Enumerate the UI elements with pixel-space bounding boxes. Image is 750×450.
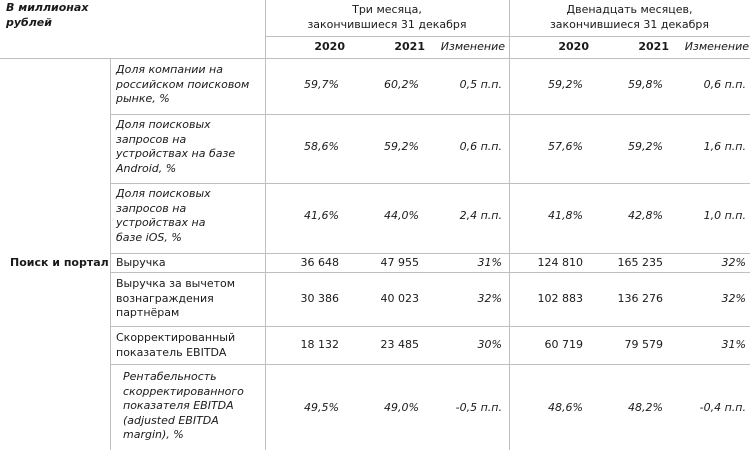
- units-label: В миллионах рублей: [6, 1, 89, 29]
- divider-twelve-months: [509, 0, 510, 450]
- cell-value: 1,6 п.п.: [703, 140, 746, 153]
- cell-value: 0,6 п.п.: [703, 78, 746, 91]
- col-header-change-y: Изменение: [684, 40, 749, 53]
- col-header-change-q: Изменение: [440, 40, 505, 53]
- divider-three-months: [265, 0, 266, 450]
- cell-value: 36 648: [300, 256, 339, 269]
- header-bottom-divider: [0, 58, 750, 59]
- cell-value: 48,6%: [548, 401, 583, 414]
- cell-value: 1,0 п.п.: [703, 209, 746, 222]
- cell-value: 42,8%: [628, 209, 663, 222]
- row-label: Выручка: [116, 256, 166, 269]
- cell-value: 49,5%: [304, 401, 339, 414]
- col-header-2020-q: 2020: [314, 40, 345, 53]
- row-divider: [110, 183, 750, 184]
- row-divider: [110, 114, 750, 115]
- group-twelve-months: Двенадцать месяцев, закончившиеся 31 декабря: [549, 3, 710, 31]
- divider-label-column: [110, 58, 111, 450]
- row-label: Доля поисковых запросов на устройствах на базе Android, %: [116, 118, 236, 175]
- cell-value: 41,8%: [548, 209, 583, 222]
- cell-value: 31%: [477, 256, 502, 269]
- col-header-2021-q: 2021: [394, 40, 425, 53]
- col-header-2021-y: 2021: [638, 40, 669, 53]
- cell-value: 23 485: [380, 338, 419, 351]
- cell-value: 102 883: [537, 292, 583, 305]
- cell-value: 60 719: [544, 338, 583, 351]
- cell-value: 2,4 п.п.: [459, 209, 502, 222]
- cell-value: 30%: [477, 338, 502, 351]
- cell-value: 32%: [721, 292, 746, 305]
- row-divider: [110, 272, 750, 273]
- row-label: Скорректированный показатель EBITDA: [116, 331, 236, 359]
- cell-value: 59,7%: [304, 78, 339, 91]
- cell-value: 60,2%: [384, 78, 419, 91]
- cell-value: 0,5 п.п.: [459, 78, 502, 91]
- cell-value: -0,4 п.п.: [699, 401, 746, 414]
- cell-value: 49,0%: [384, 401, 419, 414]
- cell-value: 59,8%: [628, 78, 663, 91]
- cell-value: 32%: [721, 256, 746, 269]
- cell-value: 40 023: [380, 292, 419, 305]
- cell-value: 59,2%: [548, 78, 583, 91]
- cell-value: 57,6%: [548, 140, 583, 153]
- row-label: Доля компании на российском поисковом рынке, %: [116, 63, 250, 105]
- header-sub-divider: [265, 36, 750, 37]
- cell-value: 136 276: [617, 292, 663, 305]
- cell-value: 32%: [477, 292, 502, 305]
- cell-value: 59,2%: [628, 140, 663, 153]
- segment-label: Поиск и портал: [10, 256, 109, 269]
- cell-value: 48,2%: [628, 401, 663, 414]
- cell-value: 41,6%: [304, 209, 339, 222]
- cell-value: 0,6 п.п.: [459, 140, 502, 153]
- cell-value: 47 955: [380, 256, 419, 269]
- cell-value: 30 386: [300, 292, 339, 305]
- cell-value: 58,6%: [304, 140, 339, 153]
- row-divider: [110, 364, 750, 365]
- cell-value: 79 579: [624, 338, 663, 351]
- row-label: Доля поисковых запросов на устройствах на базе iOS, %: [116, 187, 211, 244]
- cell-value: 44,0%: [384, 209, 419, 222]
- group-three-months: Три месяца, закончившиеся 31 декабря: [307, 3, 467, 31]
- cell-value: 124 810: [537, 256, 583, 269]
- col-header-2020-y: 2020: [558, 40, 589, 53]
- row-label: Рентабельность скорректированного показателя EBITDA (adjusted EBITDA margin), %: [123, 370, 244, 441]
- cell-value: 59,2%: [384, 140, 419, 153]
- row-label: Выручка за вычетом вознаграждения партнёрам: [116, 277, 236, 319]
- cell-value: -0,5 п.п.: [455, 401, 502, 414]
- row-divider: [110, 253, 750, 254]
- cell-value: 18 132: [300, 338, 339, 351]
- cell-value: 165 235: [617, 256, 663, 269]
- cell-value: 31%: [721, 338, 746, 351]
- row-divider: [110, 326, 750, 327]
